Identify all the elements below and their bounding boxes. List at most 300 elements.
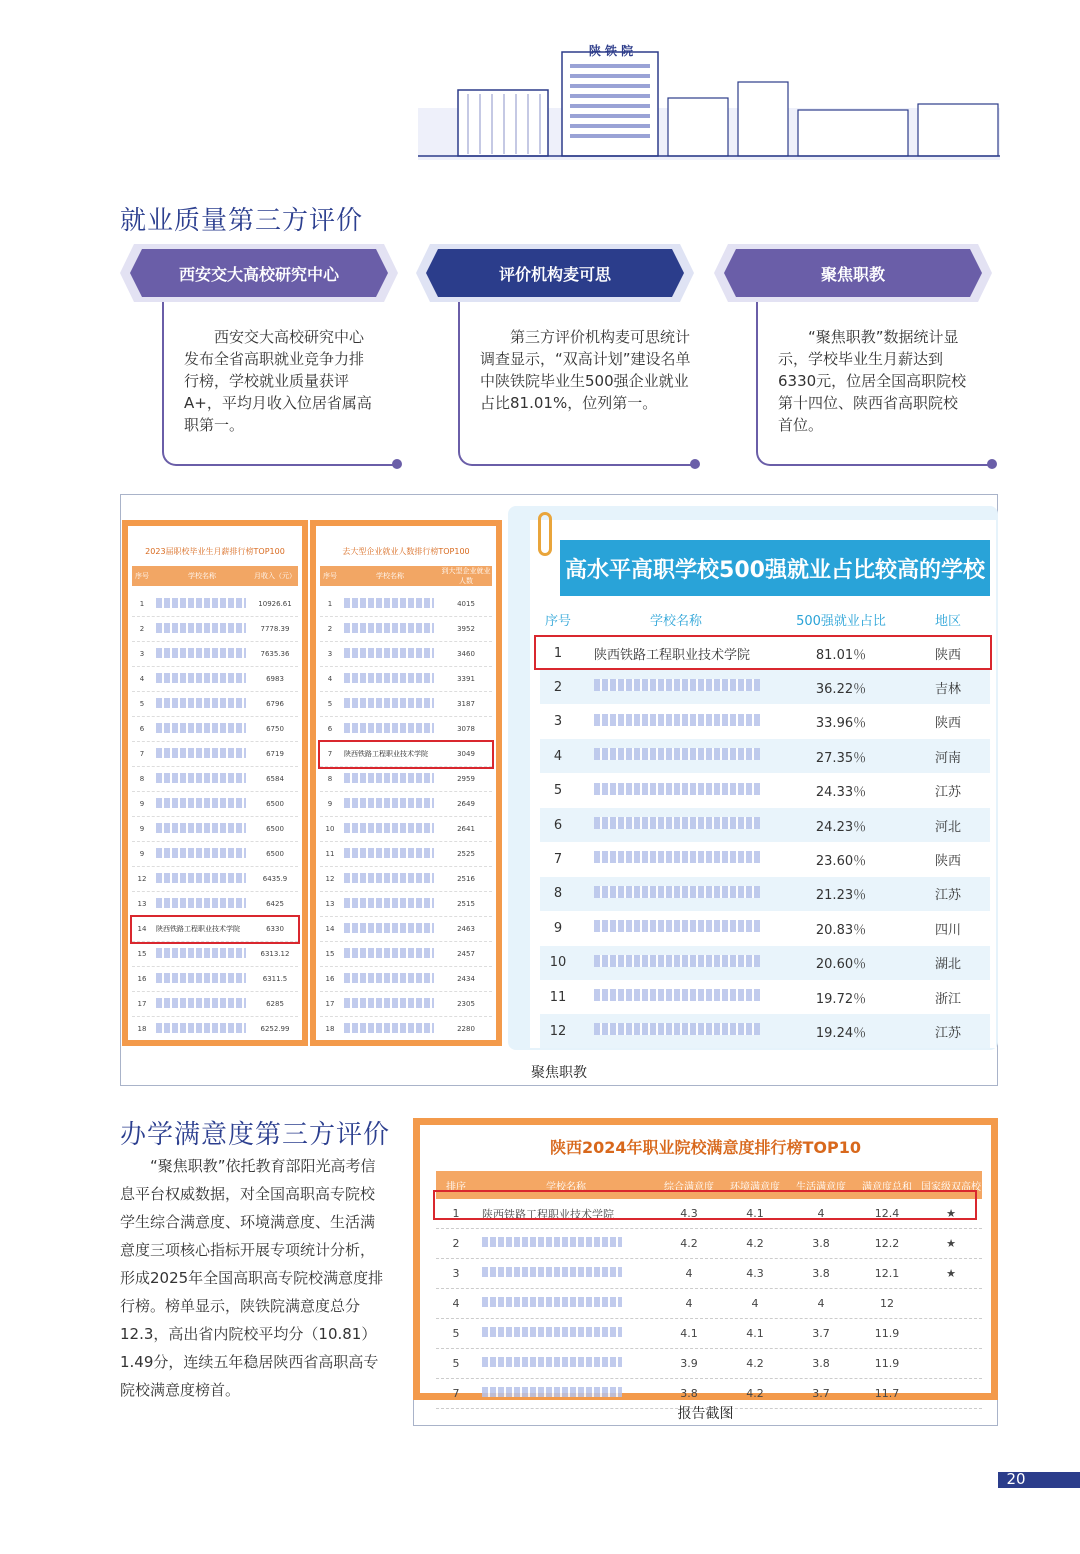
sat-row-c: 3.7 xyxy=(812,1387,830,1400)
big-row-name xyxy=(576,783,776,799)
sat-row-sum: 12 xyxy=(880,1297,894,1310)
sat-row-a: 4 xyxy=(685,1297,693,1310)
mini-row-rank: 11 xyxy=(325,850,335,858)
enterprise-ranking-header: 序号 学校名称 到大型企业就业人数 xyxy=(320,566,492,586)
sat-row-a: 4.2 xyxy=(680,1237,698,1250)
big-row-ratio: 81.01％ xyxy=(815,647,867,663)
mini-row-name xyxy=(340,598,440,610)
big-row-no: 4 xyxy=(553,748,563,764)
mini-row-rank: 18 xyxy=(325,1025,335,1033)
blurred-name xyxy=(482,1327,622,1337)
mini-table-row xyxy=(320,742,492,767)
mini-row-rank: 9 xyxy=(139,800,145,808)
big-row-ratio: 19.24％ xyxy=(815,1025,867,1041)
mini-table-row xyxy=(320,617,492,642)
big-row-region: 江苏 xyxy=(934,888,961,904)
mini-row-name xyxy=(152,948,252,960)
mini-row-rank: 8 xyxy=(139,775,145,783)
big-row-ratio: 36.22％ xyxy=(815,681,867,697)
blurred-name xyxy=(156,998,246,1008)
mini-row-rank: 18 xyxy=(137,1025,147,1033)
blurred-name xyxy=(156,973,246,983)
big-row-name xyxy=(576,886,776,902)
mini-row-name xyxy=(340,798,440,810)
big-row-region: 江苏 xyxy=(934,1025,961,1041)
sat-row-name xyxy=(476,1387,656,1400)
big-row-no: 1 xyxy=(553,645,563,661)
blurred-name xyxy=(344,773,434,783)
mini-row-rank: 8 xyxy=(327,775,333,783)
card-3-banner: 聚焦职教 xyxy=(714,244,992,302)
enterprise-ranking-title: 去大型企业就业人数排行榜TOP100 xyxy=(342,547,470,556)
mini-row-value: 2959 xyxy=(457,775,475,783)
mini-row-name xyxy=(152,723,252,735)
mini-table-row xyxy=(132,917,298,942)
sat-row-a: 4 xyxy=(685,1267,693,1280)
blurred-name xyxy=(594,748,760,760)
blurred-name xyxy=(482,1357,622,1367)
big-table-highlight xyxy=(534,635,992,670)
sat-row-no: 7 xyxy=(452,1387,460,1400)
mini-row-name xyxy=(340,823,440,835)
mini-row-rank: 7 xyxy=(139,750,145,758)
mini-row-name xyxy=(340,648,440,660)
mini-row-rank: 3 xyxy=(139,650,145,658)
big-row-name xyxy=(576,989,776,1005)
mini-table-row xyxy=(132,642,298,667)
mini-row-rank: 13 xyxy=(325,900,335,908)
blurred-name xyxy=(344,723,434,733)
mini-row-rank: 5 xyxy=(327,700,333,708)
blurred-name xyxy=(344,648,434,658)
blurred-name xyxy=(344,823,434,833)
blurred-name xyxy=(594,1023,760,1035)
mini-row-rank: 1 xyxy=(139,600,145,608)
mini-table-row xyxy=(132,717,298,742)
satisfaction-row xyxy=(436,1349,982,1379)
satisfaction-header: 排序 学校名称 综合满意度 环境满意度 生活满意度 满意度总和 国家级双高校 xyxy=(436,1171,982,1199)
mini-row-value: 6750 xyxy=(266,725,284,733)
sat-row-name xyxy=(476,1267,656,1280)
mini-row-name xyxy=(340,873,440,885)
big-table-row xyxy=(540,980,990,1014)
mini-row-name xyxy=(152,798,252,810)
big-table-row xyxy=(540,705,990,739)
mini-row-value: 6500 xyxy=(266,825,284,833)
blurred-name xyxy=(156,1023,246,1033)
mini-table-row xyxy=(320,817,492,842)
mini-row-rank: 17 xyxy=(325,1000,335,1008)
satisfaction-row xyxy=(436,1229,982,1259)
mini-row-value: 2525 xyxy=(457,850,475,858)
mini-row-value: 7635.36 xyxy=(260,650,290,658)
big-row-region: 河北 xyxy=(934,819,961,835)
mini-row-value: 6719 xyxy=(266,750,284,758)
blurred-name xyxy=(344,973,434,983)
big-row-region: 陕西 xyxy=(934,647,961,663)
card-2-banner: 评价机构麦可思 xyxy=(416,244,694,302)
big-row-no: 12 xyxy=(549,1023,567,1039)
big-row-name xyxy=(576,748,776,764)
big-row-ratio: 23.60％ xyxy=(815,853,867,869)
blurred-name xyxy=(594,989,760,1001)
big-row-name xyxy=(576,679,776,695)
mini-table-row xyxy=(320,942,492,967)
sat-row-no: 4 xyxy=(452,1297,460,1310)
blurred-name xyxy=(156,598,246,608)
mini-row-name xyxy=(152,773,252,785)
big-table-header: 序号 学校名称 500强就业占比 地区 xyxy=(544,613,961,629)
blurred-name xyxy=(482,1297,622,1307)
sat-row-name xyxy=(476,1297,656,1310)
blurred-name xyxy=(344,998,434,1008)
mini-row-rank: 4 xyxy=(139,675,145,683)
big-row-ratio: 33.96％ xyxy=(815,716,867,732)
panel1-caption: 聚焦职教 xyxy=(531,1065,587,1081)
blurred-name xyxy=(594,851,760,863)
big-row-region: 河南 xyxy=(934,750,961,766)
mini-table-row xyxy=(132,617,298,642)
big-table-row xyxy=(540,1014,990,1048)
header-illustration xyxy=(418,38,1000,160)
blurred-name xyxy=(594,783,760,795)
satisfaction-row xyxy=(436,1319,982,1349)
blurred-name xyxy=(482,1267,622,1277)
mini-row-rank: 6 xyxy=(327,725,333,733)
big-row-no: 5 xyxy=(553,783,563,799)
mini-row-rank: 9 xyxy=(139,850,145,858)
mini-row-name xyxy=(152,623,252,635)
big-row-name xyxy=(576,920,776,936)
blurred-name xyxy=(156,773,246,783)
sat-row-c: 3.8 xyxy=(812,1237,830,1250)
big-row-ratio: 20.83％ xyxy=(815,922,867,938)
mini-row-name xyxy=(152,898,252,910)
blurred-name xyxy=(344,698,434,708)
salary-ranking-header: 序号 学校名称 月收入（元） xyxy=(132,566,298,586)
satisfaction-ranking-table xyxy=(413,1118,998,1400)
big-row-region: 江苏 xyxy=(934,785,961,801)
card-3-dot xyxy=(987,459,997,469)
paperclip-icon xyxy=(538,512,552,556)
mini-row-rank: 1 xyxy=(327,600,333,608)
mini-row-rank: 4 xyxy=(327,675,333,683)
sat-row-c: 3.8 xyxy=(812,1267,830,1280)
mini-row-name xyxy=(340,749,440,759)
mini-row-name xyxy=(340,773,440,785)
big-row-region: 浙江 xyxy=(934,991,961,1007)
sat-row-b: 4.1 xyxy=(746,1327,764,1340)
sat-row-name xyxy=(476,1327,656,1340)
sat-row-a: 3.8 xyxy=(680,1387,698,1400)
sat-row-c: 4 xyxy=(817,1297,825,1310)
big-table-row xyxy=(540,670,990,704)
mini-row-name xyxy=(340,973,440,985)
mini-row-rank: 16 xyxy=(137,975,147,983)
blurred-name xyxy=(344,673,434,683)
mini-table-row xyxy=(132,692,298,717)
mini-table-row xyxy=(132,767,298,792)
sat-row-no: 5 xyxy=(452,1327,460,1340)
sat-row-b: 4.2 xyxy=(746,1387,764,1400)
big-row-no: 10 xyxy=(549,955,567,971)
mini-row-value: 2516 xyxy=(457,875,475,883)
blurred-name xyxy=(594,714,760,726)
satisfaction-highlight xyxy=(433,1190,977,1220)
blurred-name xyxy=(344,798,434,808)
mini-row-rank: 5 xyxy=(139,700,145,708)
sat-row-c: 3.7 xyxy=(812,1327,830,1340)
mini-row-rank: 9 xyxy=(327,800,333,808)
blurred-name xyxy=(344,848,434,858)
salary-ranking-title: 2023届职校毕业生月薪排行榜TOP100 xyxy=(145,547,285,556)
mini-row-value: 7778.39 xyxy=(260,625,290,633)
mini-row-rank: 7 xyxy=(327,750,333,758)
section2-text: “聚焦职教”依托教育部阳光高考信息平台权威数据，对全国高职高专院校学生综合满意度、环境满意度、生活满意度三项核心指标开展专项统计分析，形成2025年全国高职高专院校满意度排行榜。榜单显示，陕铁院满意度总分12.3，高出省内院校平均分（10.81）1.49分，连续五年稳居陕西省高职高专院校满意度榜首。 xyxy=(120,1157,384,1399)
mini-table-row xyxy=(132,892,298,917)
mini-row-value: 2305 xyxy=(457,1000,475,1008)
satisfaction-row xyxy=(436,1259,982,1289)
mini-row-name xyxy=(340,623,440,635)
sat-row-b: 4 xyxy=(751,1297,759,1310)
mini-row-rank: 9 xyxy=(139,825,145,833)
sat-row-c: 3.8 xyxy=(812,1357,830,1370)
big-row-no: 11 xyxy=(549,989,567,1005)
mini-table-row xyxy=(320,642,492,667)
mini-row-value: 2649 xyxy=(457,800,475,808)
mini-row-name xyxy=(340,923,440,935)
sat-row-sum: 12.2 xyxy=(874,1237,900,1250)
star-icon: ★ xyxy=(946,1207,956,1220)
sat-row-no: 2 xyxy=(452,1237,460,1250)
mini-table-row xyxy=(320,842,492,867)
blurred-name xyxy=(344,898,434,908)
blurred-name xyxy=(156,673,246,683)
card-3-text: “聚焦职教”数据统计显示，学校毕业生月薪达到6330元，位居全国高职院校第十四位、陕西省高职院校首位。 xyxy=(778,328,967,434)
blurred-name xyxy=(594,920,760,932)
mini-row-name xyxy=(152,748,252,760)
mini-row-rank: 14 xyxy=(325,925,335,933)
blurred-name xyxy=(482,1237,622,1247)
mini-row-rank: 3 xyxy=(327,650,333,658)
mini-row-name xyxy=(152,648,252,660)
mini-row-rank: 12 xyxy=(137,875,147,883)
mini-row-name xyxy=(340,723,440,735)
big-row-name xyxy=(576,851,776,867)
mini-row-rank: 6 xyxy=(139,725,145,733)
mini-row-name xyxy=(340,673,440,685)
big-row-region: 陕西 xyxy=(934,853,961,869)
mini-row-value: 6311.5 xyxy=(262,975,288,983)
mini-row-name xyxy=(152,673,252,685)
big-row-region: 陕西 xyxy=(934,716,961,732)
mini-row-rank: 2 xyxy=(139,625,145,633)
big-row-name: 陕西铁路工程职业技术学院 xyxy=(594,647,751,663)
sat-row-sum: 12.4 xyxy=(874,1207,900,1220)
mini-row-value: 6313.12 xyxy=(260,950,290,958)
big-row-ratio: 19.72％ xyxy=(815,991,867,1007)
satisfaction-row xyxy=(436,1289,982,1319)
sat-row-name xyxy=(476,1357,656,1370)
mini-row-name xyxy=(340,698,440,710)
mini-row-rank: 13 xyxy=(137,900,147,908)
mini-table-row xyxy=(320,992,492,1017)
big-row-no: 8 xyxy=(553,886,563,902)
big-row-ratio: 24.33％ xyxy=(815,785,867,801)
sat-row-c: 4 xyxy=(817,1207,825,1220)
sat-row-name xyxy=(476,1237,656,1250)
mini-row-value: 4015 xyxy=(457,600,475,608)
panel2-caption: 报告截图 xyxy=(677,1406,734,1422)
big-row-ratio: 27.35％ xyxy=(815,750,867,766)
sat-row-b: 4.3 xyxy=(746,1267,764,1280)
mini-row-name xyxy=(340,998,440,1010)
big-row-name xyxy=(576,714,776,730)
big-row-no: 7 xyxy=(553,851,563,867)
mini-row-value: 3078 xyxy=(457,725,475,733)
blurred-name xyxy=(594,886,760,898)
big-row-ratio: 20.60％ xyxy=(815,957,867,973)
mini-row-value: 6584 xyxy=(266,775,284,783)
blurred-name xyxy=(594,817,760,829)
big-row-ratio: 21.23％ xyxy=(815,888,867,904)
mini-row-value: 3460 xyxy=(457,650,475,658)
mini-row-value: 2280 xyxy=(457,1025,475,1033)
blurred-name xyxy=(594,679,760,691)
mini-row-name xyxy=(340,948,440,960)
mini-row-name xyxy=(152,998,252,1010)
card-1-banner: 西安交大高校研究中心 xyxy=(120,244,398,302)
blurred-name xyxy=(156,723,246,733)
mini-row-rank: 15 xyxy=(137,950,147,958)
mini-row-value: 3187 xyxy=(457,700,475,708)
mini-table-row xyxy=(320,717,492,742)
big-table-row xyxy=(540,808,990,842)
card-2-text: 第三方评价机构麦可思统计调查显示，“双高计划”建设名单中陕铁院毕业生500强企业就业占比81.01%，位列第一。 xyxy=(480,328,691,412)
blurred-name xyxy=(156,698,246,708)
section1-title: 就业质量第三方评价 xyxy=(120,206,364,236)
mini-table-row xyxy=(320,592,492,617)
mini-row-value: 6796 xyxy=(266,700,284,708)
blurred-name xyxy=(156,823,246,833)
mini-table-row xyxy=(132,792,298,817)
big-table-row xyxy=(540,842,990,876)
mini-row-value: 6435.9 xyxy=(262,875,288,883)
big-row-name xyxy=(576,817,776,833)
big-row-no: 2 xyxy=(553,679,563,695)
big-table-row xyxy=(540,877,990,911)
mini-table-row xyxy=(320,767,492,792)
mini-row-value: 3049 xyxy=(457,750,475,758)
mini-row-value: 3952 xyxy=(457,625,475,633)
blurred-name xyxy=(156,948,246,958)
big-row-name xyxy=(576,1023,776,1039)
sat-row-b: 4.2 xyxy=(746,1357,764,1370)
mini-row-name xyxy=(152,698,252,710)
sat-row-a: 4.3 xyxy=(680,1207,698,1220)
mini-row-rank: 2 xyxy=(327,625,333,633)
satisfaction-title: 陕西2024年职业院校满意度排行榜TOP10 xyxy=(549,1138,862,1157)
mini-table-row xyxy=(132,592,298,617)
sat-row-b: 4.2 xyxy=(746,1237,764,1250)
mini-row-value: 6330 xyxy=(266,925,284,933)
blurred-name xyxy=(344,598,434,608)
big-row-ratio: 24.23％ xyxy=(815,819,867,835)
mini-table-row xyxy=(132,1017,298,1040)
mini-table-row xyxy=(320,1017,492,1040)
sat-row-sum: 11.9 xyxy=(874,1357,900,1370)
big-table-title: 高水平高职学校500强就业占比较高的学校 xyxy=(560,540,990,596)
sat-row-a: 3.9 xyxy=(680,1357,698,1370)
blurred-name xyxy=(344,923,434,933)
big-table-row xyxy=(540,911,990,945)
mini-table-row xyxy=(132,817,298,842)
card-1-text: 西安交大高校研究中心发布全省高职就业竞争力排行榜，学校就业质量获评A+，平均月收入位居省属高职第一。 xyxy=(184,328,372,434)
salary-ranking-table xyxy=(122,520,308,1046)
sat-row-a: 4.1 xyxy=(680,1327,698,1340)
mini-row-value: 2463 xyxy=(457,925,475,933)
sat-row-b: 4.1 xyxy=(746,1207,764,1220)
mini-table-row xyxy=(132,742,298,767)
mini-row-name xyxy=(152,598,252,610)
blurred-name xyxy=(344,1023,434,1033)
sat-row-no: 3 xyxy=(452,1267,460,1280)
big-row-region: 湖北 xyxy=(934,957,961,973)
mini-row-rank: 17 xyxy=(137,1000,147,1008)
mini-row-highlight-name: 陕西铁路工程职业技术学院 xyxy=(344,750,428,758)
sat-row-name: 陕西铁路工程职业技术学院 xyxy=(482,1207,614,1221)
mini-row-rank: 12 xyxy=(325,875,335,883)
mini-row-name xyxy=(152,1023,252,1035)
mini-row-value: 10926.61 xyxy=(258,600,292,608)
blurred-name xyxy=(344,948,434,958)
mini-row-rank: 16 xyxy=(325,975,335,983)
mini-row-rank: 14 xyxy=(137,925,147,933)
mini-row-name xyxy=(152,924,252,934)
sat-row-no: 5 xyxy=(452,1357,460,1370)
mini-row-value: 6252.99 xyxy=(260,1025,290,1033)
big-row-region: 吉林 xyxy=(934,681,961,697)
blurred-name xyxy=(156,873,246,883)
blurred-name xyxy=(482,1387,622,1397)
sat-row-sum: 11.7 xyxy=(874,1387,900,1400)
enterprise-ranking-table xyxy=(310,520,502,1046)
mini-table-row xyxy=(320,667,492,692)
mini-row-name xyxy=(152,823,252,835)
mini-row-value: 2457 xyxy=(457,950,475,958)
sat-row-no: 1 xyxy=(452,1207,460,1220)
mini-row-value: 6500 xyxy=(266,850,284,858)
blurred-name xyxy=(156,848,246,858)
mini-row-rank: 10 xyxy=(325,825,335,833)
mini-row-value: 6983 xyxy=(266,675,284,683)
mini-table-row xyxy=(320,892,492,917)
mini-table-row xyxy=(132,992,298,1017)
section2-title: 办学满意度第三方评价 xyxy=(120,1120,391,1150)
blurred-name xyxy=(156,623,246,633)
mini-row-name xyxy=(340,898,440,910)
big-table-row xyxy=(540,739,990,773)
mini-row-value: 6425 xyxy=(266,900,284,908)
mini-table-row xyxy=(132,867,298,892)
mini-row-name xyxy=(340,1023,440,1035)
big-row-no: 9 xyxy=(553,920,563,936)
sat-row-sum: 11.9 xyxy=(874,1327,900,1340)
mini-row-rank: 15 xyxy=(325,950,335,958)
blurred-name xyxy=(594,955,760,967)
mini-table-row xyxy=(320,867,492,892)
mini-table-row xyxy=(320,692,492,717)
